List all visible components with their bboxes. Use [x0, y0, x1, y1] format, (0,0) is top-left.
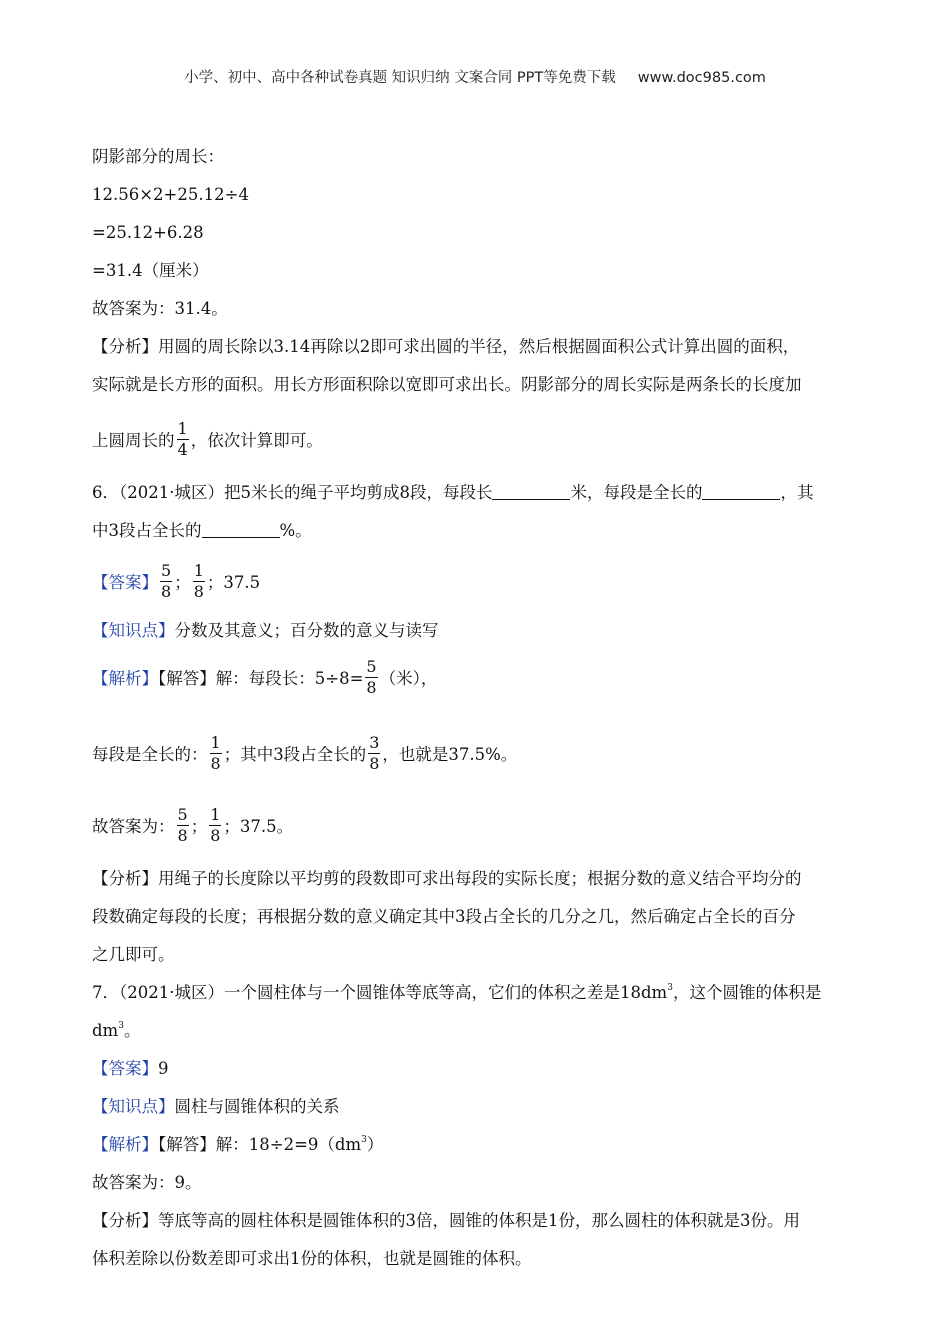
q7-knowledge: 【知识点】圆柱与圆锥体积的关系	[92, 1097, 340, 1116]
answer-tag: 【答案】	[92, 1059, 158, 1078]
knowledge-tag: 【知识点】	[92, 621, 175, 640]
q6-analysis-3: 之几即可。	[92, 945, 175, 964]
q6-solution-1: 【解析】【解答】解：每段长：5÷8= $\frac{5}{8}$ （米），	[92, 657, 438, 697]
q6-answer: 【答案】 $\frac{5}{8}$ ； $\frac{1}{8}$ ；37.5	[92, 561, 261, 601]
calc-line-2: =25.12+6.28	[92, 223, 204, 242]
prev-analysis-line-3: 上圆周长的 $\frac{1}{4}$ ，依次计算即可。	[92, 419, 323, 459]
knowledge-tag: 【知识点】	[92, 1097, 175, 1116]
answer-tag: 【答案】	[92, 573, 158, 592]
q6-solution-2: 每段是全长的： $\frac{1}{8}$ ；其中3段占全长的 $\frac{3}{8}$ ，也就是37.5%。	[92, 733, 518, 773]
calc-line-1: 12.56×2+25.12÷4	[92, 185, 249, 204]
solution-tag: 【解析】	[92, 669, 158, 688]
calc-line-3: =31.4（厘米）	[92, 261, 209, 280]
answer-blank[interactable]	[492, 481, 570, 500]
q7-solution: 【解析】【解答】解：$18\div 2=9(dm^3)$	[92, 1135, 384, 1154]
header-text: 小学、初中、高中各种试卷真题 知识归纳 文案合同 PPT等免费下载	[184, 70, 616, 86]
prev-analysis-line-2: 实际就是长方形的面积。用长方形面积除以宽即可求出长。阴影部分的周长实际是两条长的长度加	[92, 375, 802, 394]
analysis-tag: 【分析】	[92, 337, 158, 356]
header-url[interactable]: www.doc985.com	[637, 70, 766, 86]
analysis-tag: 【分析】	[92, 1211, 158, 1230]
fraction: $\frac{1}{4}$	[177, 419, 188, 459]
q6-knowledge: 【知识点】分数及其意义；百分数的意义与读写	[92, 621, 439, 640]
q7-answer: 【答案】9	[92, 1059, 169, 1078]
q7-analysis-1: 【分析】等底等高的圆柱体积是圆锥体积的3倍，圆锥的体积是1份，那么圆柱的体积就是3份。用	[92, 1211, 800, 1230]
analysis-tag: 【分析】	[92, 869, 158, 888]
q6-analysis-2: 段数确定每段的长度；再根据分数的意义确定其中3段占全长的几分之几，然后确定占全长的百分	[92, 907, 796, 926]
answer-blank[interactable]	[702, 481, 780, 500]
q6-line-1: 6．（2021·城区）把5米长的绳子平均剪成8段，每段长 米，每段是全长的 ，其	[92, 483, 814, 502]
answer-blank[interactable]	[202, 519, 280, 538]
q7-line-2: $dm^3$。	[92, 1021, 141, 1040]
prev-answer: 故答案为：31.4。	[92, 299, 228, 318]
document-body	[92, 138, 862, 1278]
q6-analysis-1: 【分析】用绳子的长度除以平均剪的段数即可求出每段的实际长度；根据分数的意义结合平均分的	[92, 869, 802, 888]
q7-analysis-2: 体积差除以份数差即可求出1份的体积，也就是圆锥的体积。	[92, 1249, 532, 1268]
perimeter-label: 阴影部分的周长：	[92, 147, 224, 166]
q6-final-answer: 故答案为： $\frac{5}{8}$ ； $\frac{1}{8}$ ；37.5。	[92, 805, 294, 845]
q7-line-1: 7．（2021·城区）一个圆柱体与一个圆锥体等底等高，它们的体积之差是$18dm^3$，这个圆锥的体积是	[92, 983, 822, 1002]
q7-final-answer: 故答案为：9。	[92, 1173, 202, 1192]
prev-analysis-line-1: 【分析】用圆的周长除以3.14再除以2即可求出圆的半径，然后根据圆面积公式计算出圆的面积，	[92, 337, 800, 356]
solution-tag: 【解析】	[92, 1135, 158, 1154]
page-header	[0, 66, 950, 87]
q6-line-2: 中3段占全长的 %。	[92, 521, 312, 540]
